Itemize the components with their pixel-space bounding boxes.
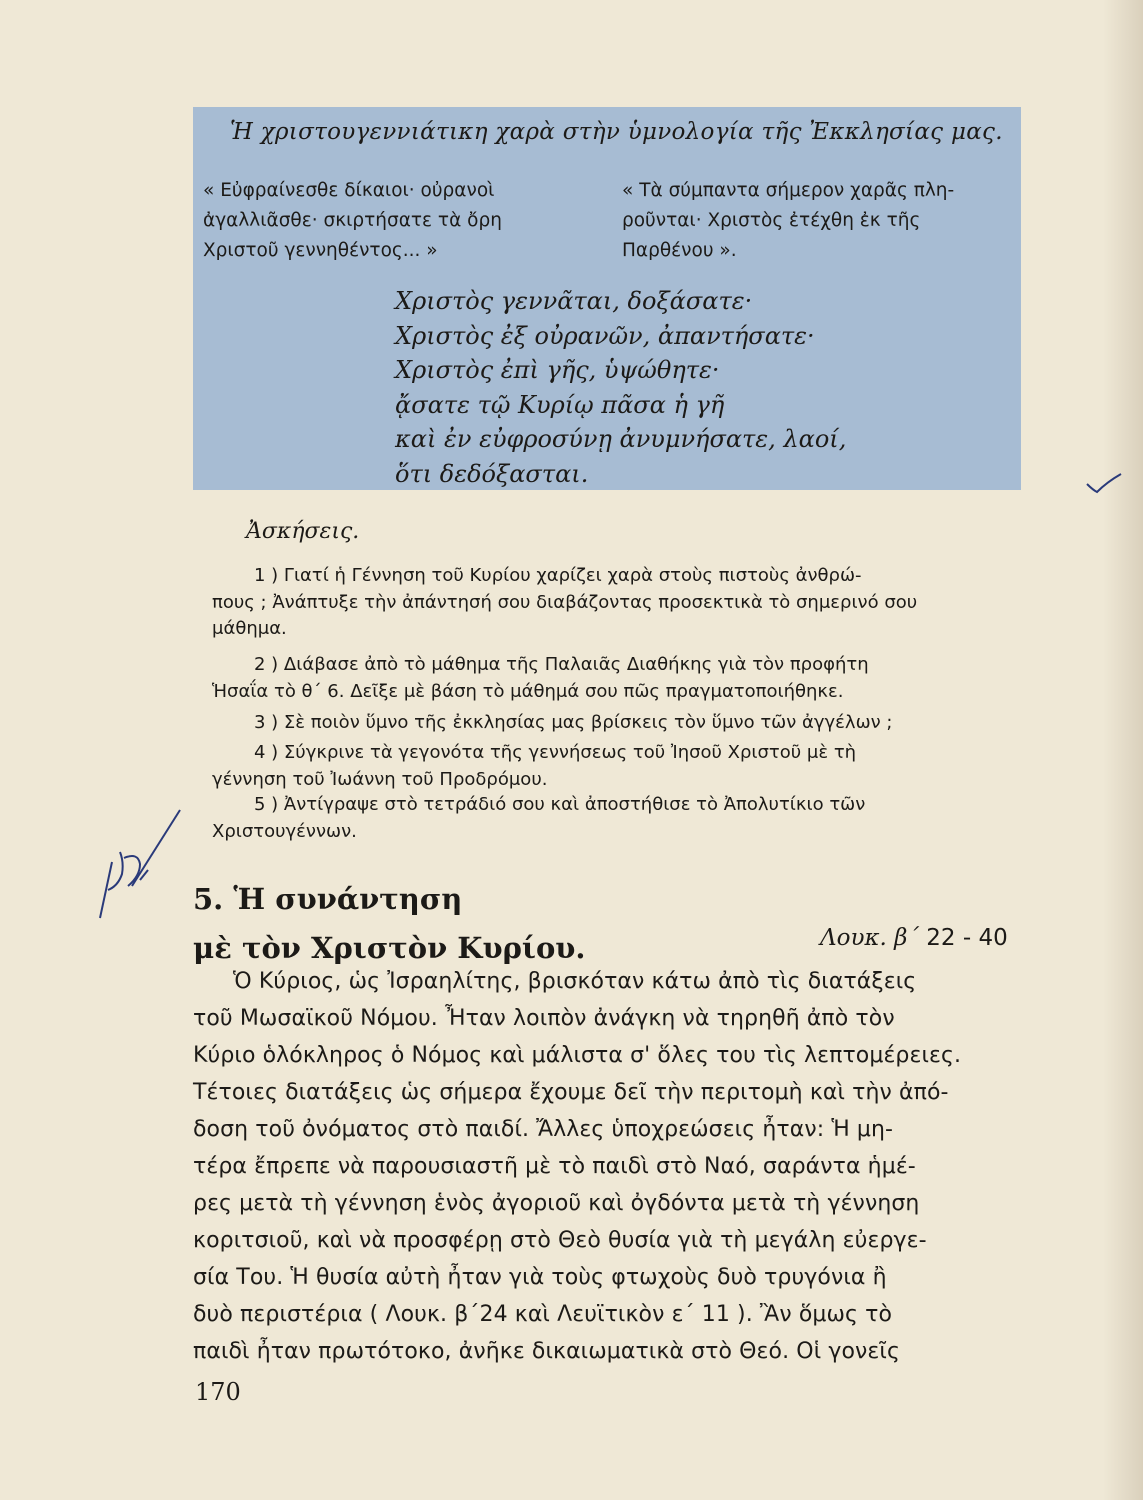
- body-line: ρες μετὰ τὴ γέννηση ἑνὸς ἀγοριοῦ καὶ ὀγδόντα μετὰ τὴ γέννηση: [193, 1191, 920, 1216]
- hymn-quote-left: [203, 176, 502, 266]
- body-line: τέρα ἔπρεπε νὰ παρουσιαστῆ μὲ τὸ παιδὶ στὸ Ναό, σαράντα ἡμέ-: [193, 1154, 916, 1179]
- poem-line: Χριστὸς ἐξ οὐρανῶν, ἀπαντήσατε·: [395, 321, 815, 350]
- body-line: κοριτσιοῦ, καὶ νὰ προσφέρῃ στὸ Θεὸ θυσία γιὰ τὴ μεγάλη εὐεργε-: [193, 1228, 927, 1253]
- quote-line: ροῦνται· Χριστὸς ἐτέχθη ἐκ τῆς: [622, 210, 921, 231]
- quote-line: « Τὰ σύμπαντα σήμερον χαρᾶς πλη-: [622, 180, 955, 201]
- exercise-line: γέννηση τοῦ Ἰωάννη τοῦ Προδρόμου.: [212, 768, 548, 790]
- exercise-line: μάθημα.: [212, 618, 287, 639]
- page-edge-shadow: [1103, 0, 1143, 1500]
- body-line: σία Του. Ἡ θυσία αὐτὴ ἦταν γιὰ τοὺς φτωχοὺς δυὸ τρυγόνια ἢ: [193, 1265, 887, 1290]
- body-line: δυὸ περιστέρια ( Λουκ. β΄24 καὶ Λευϊτικὸν ε΄ 11 ). Ἂν ὅμως τὸ: [193, 1302, 893, 1327]
- section-title-line: μὲ τὸν Χριστὸν Κυρίου.: [193, 931, 586, 965]
- exercise-item-2: [212, 652, 1012, 705]
- body-line: δοση τοῦ ὀνόματος στὸ παιδί. Ἄλλες ὑποχρεώσεις ἦταν: Ἡ μη-: [193, 1117, 894, 1142]
- body-line: Τέτοιες διατάξεις ὡς σήμερα ἔχουμε δεῖ τὴν περιτομὴ καὶ τὴν ἀπό-: [193, 1080, 949, 1105]
- poem-line: ὅτι δεδόξασται.: [395, 459, 589, 488]
- exercise-item-1: [212, 563, 1012, 643]
- exercise-item-5: [212, 792, 1012, 845]
- exercise-line: 4 ) Σύγκρινε τὰ γεγονότα τῆς γεννήσεως τοῦ Ἰησοῦ Χριστοῦ μὲ τὴ: [254, 742, 857, 763]
- scripture-reference: [820, 925, 1008, 951]
- poem-line: Χριστὸς ἐπὶ γῆς, ὑψώθητε·: [395, 356, 720, 384]
- body-line: παιδὶ ἦταν πρωτότοκο, ἀνῆκε δικαιωματικὰ στὸ Θεό. Οἱ γονεῖς: [193, 1339, 900, 1364]
- section-body-text: [193, 963, 1008, 1370]
- poem-line: Χριστὸς γεννᾶται, δοξάσατε·: [395, 287, 753, 315]
- exercise-line: 2 ) Διάβασε ἀπὸ τὸ μάθημα τῆς Παλαιᾶς Διαθήκης γιὰ τὸν προφήτη: [254, 654, 869, 675]
- reference-verses: 22 - 40: [926, 925, 1008, 951]
- page-number: 170: [195, 1378, 241, 1406]
- quote-line: ἀγαλλιᾶσθε· σκιρτήσατε τὰ ὄρη: [203, 210, 502, 231]
- poem-line: καὶ ἐν εὐφροσύνῃ ἀνυμνήσατε, λαοί,: [395, 425, 847, 453]
- body-line: τοῦ Μωσαϊκοῦ Νόμου. Ἦταν λοιπὸν ἀνάγκη νὰ τηρηθῆ ἀπὸ τὸν: [193, 1006, 895, 1031]
- hymn-poem: [395, 284, 846, 491]
- exercise-line: Χριστουγέννων.: [212, 820, 357, 842]
- exercise-line: 5 ) Ἀντίγραψε στὸ τετράδιό σου καὶ ἀποστήθισε τὸ Ἀπολυτίκιο τῶν: [254, 794, 866, 815]
- exercise-line: Ἡσαΐα τὸ θ΄ 6. Δεῖξε μὲ βάση τὸ μάθημά σου πῶς πραγματοποιήθηκε.: [212, 680, 844, 702]
- quote-line: Παρθένου ».: [622, 240, 737, 261]
- hymn-box-title: Ἡ χριστουγεννιάτικη χαρὰ στὴν ὑμνολογία τῆς Ἐκκλησίας μας.: [230, 119, 1003, 145]
- exercises-heading: Ἀσκήσεις.: [246, 519, 360, 544]
- reference-book: Λουκ. β΄: [820, 925, 919, 951]
- exercise-item-3: [212, 710, 1012, 737]
- exercise-item-4: [212, 740, 1012, 793]
- section-title: [193, 875, 586, 973]
- quote-line: « Εὐφραίνεσθε δίκαιοι· οὐρανοὶ: [203, 180, 495, 201]
- handwritten-grade-mark-icon: [80, 800, 190, 940]
- body-line: Ὁ Κύριος, ὡς Ἰσραηλίτης, βρισκόταν κάτω ἀπὸ τὶς διατάξεις: [233, 969, 917, 994]
- pen-check-mark-icon: [1085, 470, 1125, 500]
- hymn-quote-right: [622, 176, 954, 266]
- exercise-line: 1 ) Γιατί ἡ Γέννηση τοῦ Κυρίου χαρίζει χαρὰ στοὺς πιστοὺς ἀνθρώ-: [254, 565, 862, 586]
- section-title-line: 5. Ἡ συνάντηση: [193, 882, 463, 916]
- exercise-line: πους ; Ἀνάπτυξε τὴν ἀπάντησή σου διαβάζοντας προσεκτικὰ τὸ σημερινό σου: [212, 591, 918, 613]
- quote-line: Χριστοῦ γεννηθέντος... »: [203, 240, 438, 261]
- body-line: Κύριο ὁλόκληρος ὁ Νόμος καὶ μάλιστα σ' ὅλες του τὶς λεπτομέρειες.: [193, 1043, 962, 1068]
- exercise-line: 3 ) Σὲ ποιὸν ὕμνο τῆς ἐκκλησίας μας βρίσκεις τὸν ὕμνο τῶν ἀγγέλων ;: [254, 712, 893, 733]
- poem-line: ᾄσατε τῷ Κυρίῳ πᾶσα ἡ γῆ: [395, 390, 725, 419]
